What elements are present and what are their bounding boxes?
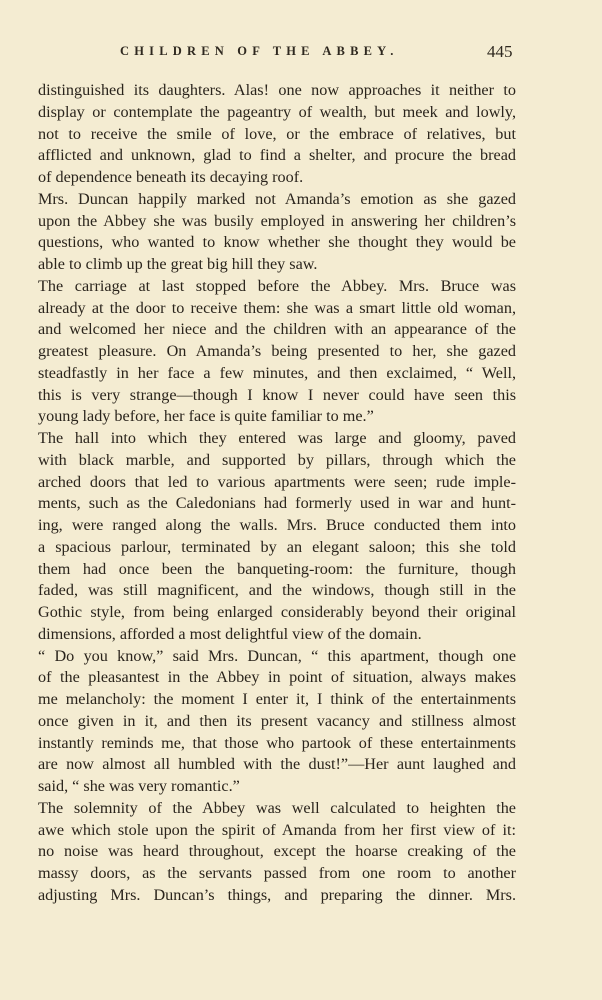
body-text <box>38 80 516 907</box>
text-line: Gothic style, from being enlarged considerably beyond their original <box>38 603 516 621</box>
text-line: The carriage at last stopped before the Abbey. Mrs. Bruce was <box>38 276 516 295</box>
text-line: adjusting Mrs. Duncan’s things, and preparing the dinner. Mrs. <box>38 885 516 904</box>
text-line: of the pleasantest in the Abbey in point of situation, always makes <box>38 668 516 687</box>
text-line: once given in it, and then its present vacancy and stillness almost <box>38 711 516 730</box>
text-line: young lady before, her face is quite familiar to me.” <box>38 407 374 426</box>
text-line: with black marble, and supported by pillars, through which the <box>38 450 516 469</box>
text-line: Mrs. Duncan happily marked not Amanda’s emotion as she gazed <box>38 189 516 208</box>
text-line: ing, were ranged along the walls. Mrs. Bruce conducted them into <box>38 516 516 534</box>
page-number: 445 <box>487 42 513 61</box>
text-line: them had once been the banqueting-room: the furniture, though <box>38 559 516 578</box>
running-head: CHILDREN OF THE ABBEY. <box>120 44 399 58</box>
text-line: no noise was heard throughout, except the hoarse creaking of the <box>38 842 516 861</box>
text-line: faded, was still magnificent, and the windows, though still in the <box>38 581 516 600</box>
text-line: display or contemplate the pageantry of wealth, but meek and lowly, <box>38 102 516 121</box>
text-line: of dependence beneath its decaying roof. <box>38 168 304 186</box>
text-line: upon the Abbey she was busily employed in answering her children’s <box>38 211 516 230</box>
text-line: able to climb up the great big hill they saw. <box>38 255 318 273</box>
text-line: dimensions, afforded a most delightful view of the domain. <box>38 624 422 643</box>
text-line: this is very strange—though I know I never could have seen this <box>38 385 516 404</box>
text-line: questions, who wanted to know whether she thought they would be <box>38 233 516 252</box>
text-line: “ Do you know,” said Mrs. Duncan, “ this apartment, though one <box>38 646 516 665</box>
text-line: a spacious parlour, terminated by an elegant saloon; this she told <box>38 537 516 556</box>
text-line: massy doors, as the servants passed from one room to another <box>38 864 516 882</box>
text-line: said, “ she was very romantic.” <box>38 777 240 795</box>
text-line: steadfastly in her face a few minutes, and then exclaimed, “ Well, <box>38 363 516 382</box>
text-line: already at the door to receive them: she was a smart little old woman, <box>38 298 516 317</box>
text-line: The hall into which they entered was large and gloomy, paved <box>38 429 516 447</box>
text-line: arched doors that led to various apartments were seen; rude imple- <box>38 472 516 491</box>
text-line: are now almost all humbled with the dust!”—Her aunt laughed and <box>38 755 516 774</box>
text-line: greatest pleasure. On Amanda’s being presented to her, she gazed <box>38 342 516 360</box>
text-line: awe which stole upon the spirit of Amanda from her first view of it: <box>38 820 516 839</box>
text-line: distinguished its daughters. Alas! one now approaches it neither to <box>38 81 516 99</box>
text-line: and welcomed her niece and the children with an appearance of the <box>38 320 516 339</box>
text-line: The solemnity of the Abbey was well calculated to heighten the <box>38 798 516 817</box>
text-line: me melancholy: the moment I enter it, I think of the entertainments <box>38 690 516 708</box>
text-line: ments, such as the Caledonians had formerly used in war and hunt- <box>38 494 516 513</box>
text-line: instantly reminds me, that those who partook of these entertainments <box>38 733 516 752</box>
text-line: not to receive the smile of love, or the embrace of relatives, but <box>38 124 516 143</box>
text-line: afflicted and unknown, glad to find a shelter, and procure the bread <box>38 146 516 165</box>
